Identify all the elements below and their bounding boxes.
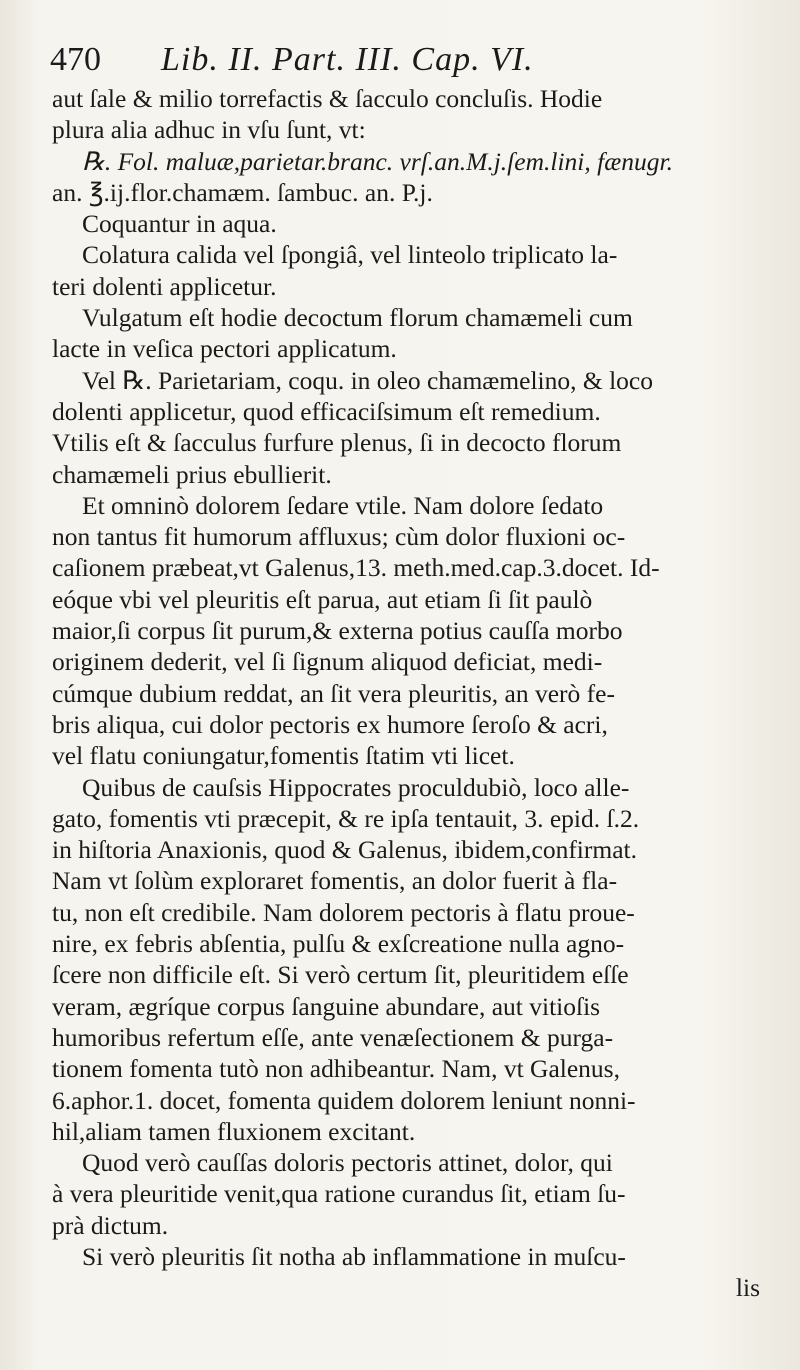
text-line: vel flatu coniungatur,fomentis ſtatim vti licet. bbox=[52, 741, 515, 771]
text-line: Quibus de cauſsis Hippocrates proculdubiò, loco alle- bbox=[82, 772, 630, 802]
text-line: Et omninò dolorem ſedare vtile. Nam dolore ſedato bbox=[82, 490, 604, 520]
text-line: bris aliqua, cui dolor pectoris ex humore ſeroſo & acri, bbox=[52, 709, 608, 739]
text-line: 6.aphor.1. docet, fomenta quidem dolorem leniunt nonni- bbox=[52, 1085, 636, 1115]
text-line: Colatura calida vel ſpongiâ, vel linteolo triplicato la- bbox=[82, 240, 618, 270]
text-line: nire, ex febris abſentia, pulſu & exſcreatione nulla agno- bbox=[52, 929, 625, 959]
text-line: dolenti applicetur, quod efficaciſsimum eſt remedium. bbox=[52, 396, 601, 426]
running-title: Lib. II. Part. III. Cap. VI. bbox=[161, 41, 534, 78]
text-line: chamæmeli prius ebullierit. bbox=[52, 459, 332, 489]
text-line: Coquantur in aqua. bbox=[82, 209, 277, 239]
text-line: maior,ſi corpus ſit purum,& externa potius cauſſa morbo bbox=[52, 616, 623, 646]
text-line: Vtilis eſt & ſacculus furfure plenus, ſi in decocto florum bbox=[52, 428, 622, 458]
recipe-line: ℞. Fol. maluæ,parietar.branc. vrſ.an.M.j.ſem.lini, fænugr. bbox=[82, 146, 673, 176]
text-line: in hiſtoria Anaxionis, quod & Galenus, ibidem,confirmat. bbox=[52, 835, 637, 865]
text-line: cúmque dubium reddat, an ſit vera pleuritis, an verò fe- bbox=[52, 678, 615, 708]
catchword: lis bbox=[735, 1273, 760, 1303]
text-body bbox=[52, 83, 764, 1304]
text-line: eóque vbi vel pleuritis eſt parua, aut etiam ſi ſit paulò bbox=[52, 584, 593, 614]
text-line: Vel ℞. Parietariam, coqu. in oleo chamæmelino, & loco bbox=[82, 365, 653, 395]
text-line: prà dictum. bbox=[52, 1210, 169, 1240]
text-line: veram, ægríque corpus ſanguine abundare, aut vitioſis bbox=[52, 991, 601, 1021]
text-line: aut ſale & milio torrefactis & ſacculo concluſis. Hodie bbox=[52, 84, 603, 113]
text-line: à vera pleuritide venit,qua ratione curandus ſit, etiam ſu- bbox=[52, 1179, 626, 1209]
text-line: lacte in veſica pectori applicatum. bbox=[52, 334, 397, 364]
text-line: Si verò pleuritis ſit notha ab inflammatione in muſcu- bbox=[82, 1241, 626, 1271]
text-line: Vulgatum eſt hodie decoctum florum chamæmeli cum bbox=[82, 303, 633, 333]
text-line: humoribus refertum eſſe, ante venæſectionem & purga- bbox=[52, 1022, 614, 1052]
text-line: tu, non eſt credibile. Nam dolorem pectoris à flatu proue- bbox=[52, 897, 635, 927]
page-header bbox=[50, 40, 750, 80]
text-line: Nam vt ſolùm exploraret fomentis, an dolor fuerit à fla- bbox=[52, 866, 618, 896]
text-line: originem dederit, vel ſi ſignum aliquod deficiat, medi- bbox=[52, 647, 603, 677]
text-line: hil,aliam tamen fluxionem excitant. bbox=[52, 1116, 416, 1146]
text-line: Quod verò cauſſas doloris pectoris attinet, dolor, qui bbox=[82, 1148, 613, 1178]
text-line: caſionem præbeat,vt Galenus,13. meth.med.cap.3.docet. Id- bbox=[52, 553, 660, 583]
text-line: plura alia adhuc in vſu ſunt, vt: bbox=[52, 115, 366, 145]
text-line: ſcere non difficile eſt. Si verò certum ſit, pleuritidem eſſe bbox=[52, 960, 629, 990]
text-line: gato, fomentis vti præcepit, & re ipſa tentauit, 3. epid. ſ.2. bbox=[52, 803, 640, 833]
recipe-line: an. ℥.ij.flor.chamæm. ſambuc. an. P.j. bbox=[52, 177, 433, 207]
text-line: tionem fomenta tutò non adhibeantur. Nam, vt Galenus, bbox=[52, 1054, 620, 1084]
text-line: teri dolenti applicetur. bbox=[52, 271, 277, 301]
page-number: 470 bbox=[50, 41, 101, 78]
text-line: non tantus fit humorum affluxus; cùm dolor fluxioni oc- bbox=[52, 522, 626, 552]
